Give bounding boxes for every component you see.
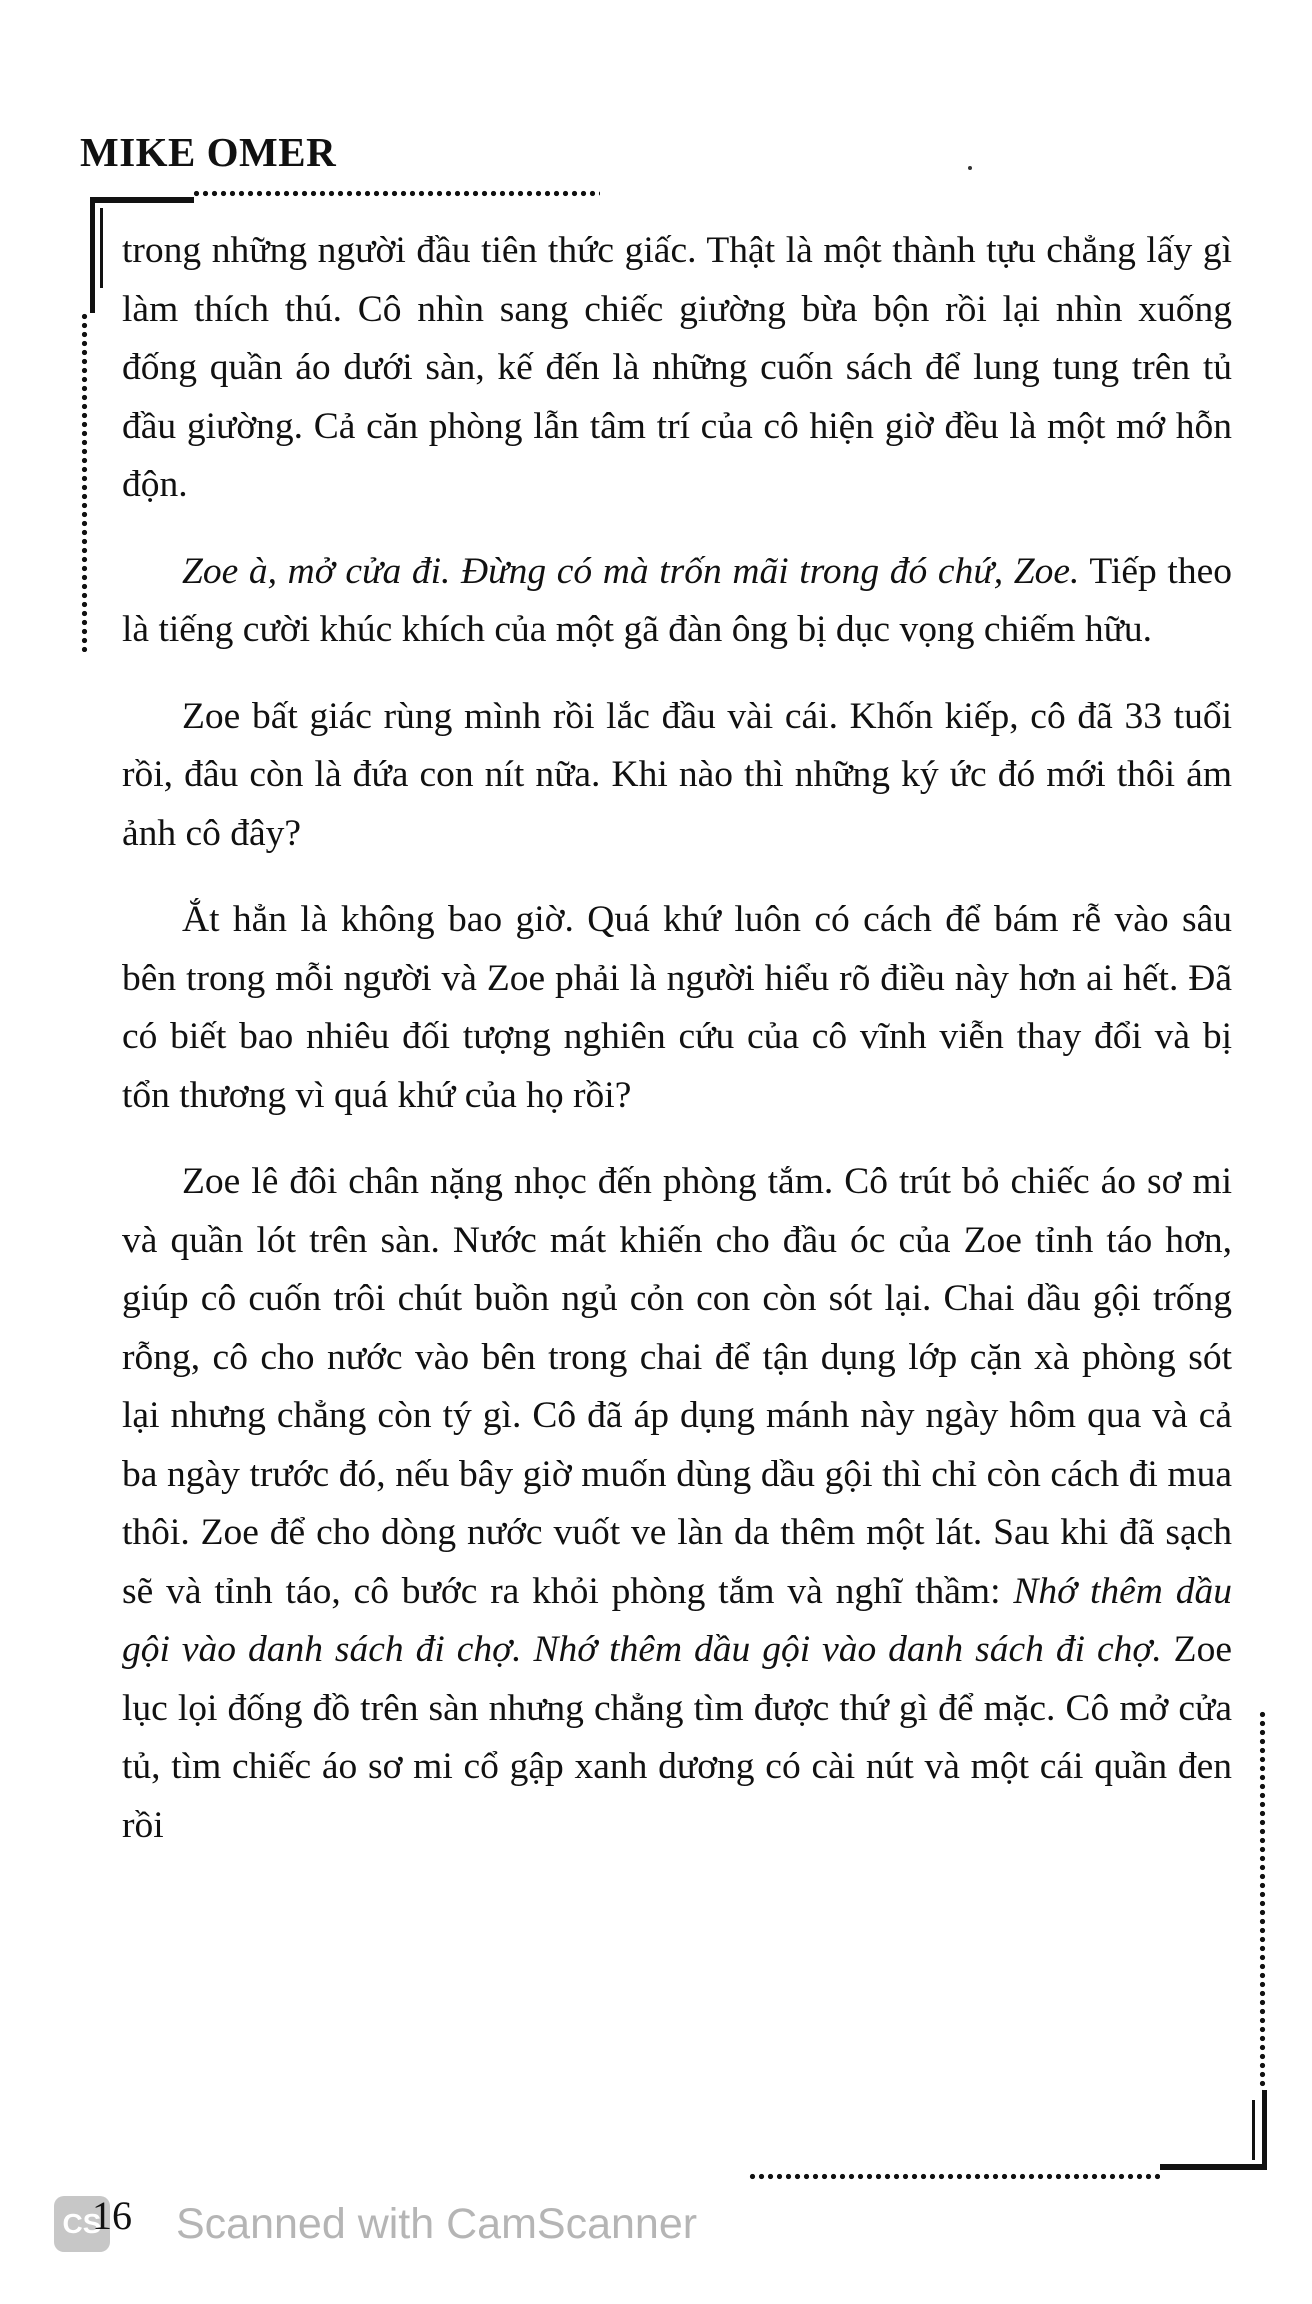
frame-left-corner-bar [90, 197, 95, 313]
paragraph-1 [122, 222, 1232, 515]
paragraph-3-text: Zoe bất giác rùng mình rồi lắc đầu vài cái. Khốn kiếp, cô đã 33 tuổi rồi, đâu còn là đứa con nít nữa. Khi nào thì những ký ức đó mới thôi ám ảnh cô đây? [122, 695, 1232, 854]
paragraph-4-text: Ắt hẳn là không bao giờ. Quá khứ luôn có cách để bám rễ vào sâu bên trong mỗi người và Zoe phải là người hiểu rõ điều này hơn ai hết. Đã có biết bao nhiêu đối tượng nghiên cứu của cô vĩnh viễn thay đổi và bị tổn thương vì quá khứ của họ rồi? [122, 899, 1232, 1116]
body-text [122, 222, 1232, 1855]
frame-left-inner-bar [100, 208, 103, 288]
frame-bottom-corner-bar [1160, 2164, 1267, 2170]
paragraph-3 [122, 688, 1232, 864]
frame-right-corner-bar [1262, 2090, 1267, 2168]
camscanner-watermark [54, 2193, 698, 2252]
watermark-text: Scanned with CamScanner [176, 2199, 698, 2248]
paragraph-5-text: Zoe lê đôi chân nặng nhọc đến phòng tắm. Cô trút bỏ chiếc áo sơ mi và quần lót trên sàn. Nước mát khiến cho đầu óc của Zoe tỉnh táo hơn, giúp cô cuốn trôi chút buồn ngủ cỏn con còn sót lại. Chai dầu gội trống rỗng, cô cho nước vào bên trong chai để tận dụng lớp cặn xà phòng sót lại nhưng chẳng còn tý gì. Cô đã áp dụng mánh này ngày hôm qua và cả ba ngày trước đó, nếu bây giờ muốn dùng dầu gội thì chỉ còn cách đi mua thôi. Zoe để cho dòng nước vuốt ve làn da thêm một lát. Sau khi đã sạch sẽ và tỉnh táo, cô bước ra khỏi phòng tắm và nghĩ thầm: [122, 1161, 1232, 1612]
paragraph-2-italic: Zoe à, mở cửa đi. Đừng có mà trốn mãi trong đó chứ, Zoe. [182, 550, 1080, 592]
paragraph-5 [122, 1153, 1232, 1855]
page-number: 16 [92, 2193, 132, 2238]
frame-right-inner-bar [1252, 2100, 1255, 2160]
camscanner-logo-icon: CS [54, 2196, 110, 2252]
frame-top-dotted-rule [192, 189, 600, 198]
frame-top-corner-bar [90, 197, 194, 203]
frame-left-dotted-rule [80, 312, 89, 652]
frame-right-dotted-rule [1258, 1710, 1267, 2090]
running-header: MIKE OMER [80, 129, 337, 175]
paragraph-2 [122, 543, 1232, 660]
paragraph-2-text: Tiếp theo là tiếng cười khúc khích của một gã đàn ông bị dục vọng chiếm hữu. [122, 550, 1232, 650]
scan-speck [968, 166, 972, 170]
paragraph-5-italic: Nhớ thêm dầu gội vào danh sách đi chợ. Nhớ thêm dầu gội vào danh sách đi chợ. [122, 1570, 1232, 1670]
paragraph-4 [122, 891, 1232, 1125]
paragraph-5-text-after: Zoe lục lọi đống đồ trên sàn nhưng chẳng tìm được thứ gì để mặc. Cô mở cửa tủ, tìm chiếc áo sơ mi cổ gập xanh dương có cài nút và một cái quần đen rồi [122, 1629, 1232, 1846]
paragraph-1-text: trong những người đầu tiên thức giấc. Thật là một thành tựu chẳng lấy gì làm thích thú. Cô nhìn sang chiếc giường bừa bộn rồi lại nhìn xuống đống quần áo dưới sàn, kế đến là những cuốn sách để lung tung trên tủ đầu giường. Cả căn phòng lẫn tâm trí của cô hiện giờ đều là một mớ hỗn độn. [122, 230, 1232, 505]
frame-bottom-dotted-rule [748, 2172, 1160, 2181]
